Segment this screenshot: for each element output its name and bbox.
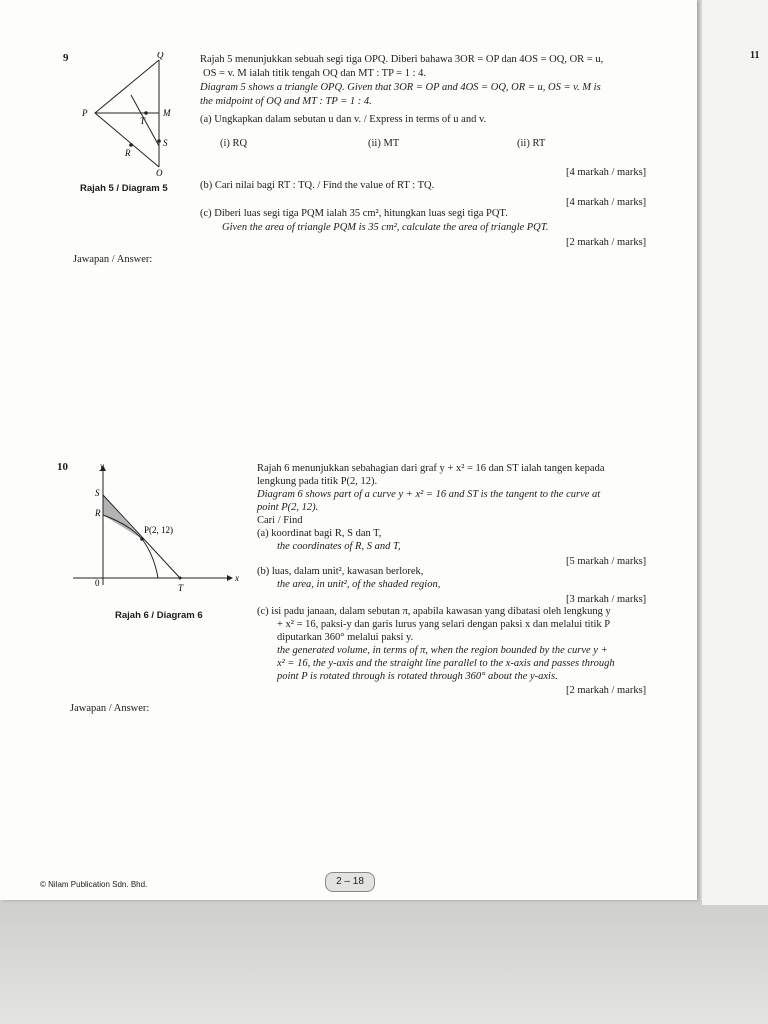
axis-x-label: x bbox=[235, 573, 239, 583]
label-M: M bbox=[163, 108, 171, 118]
diagram-5 bbox=[75, 52, 185, 180]
q9-a-marks: [4 markah / marks] bbox=[566, 167, 647, 178]
q10-part-b-en: the area, in unit², of the shaded region, bbox=[277, 579, 441, 590]
q9-intro-ms-1: Rajah 5 menunjukkan sebuah segi tiga OPQ. Diberi bahawa 3OR = OP dan 4OS = OQ, OR = u, bbox=[200, 54, 604, 65]
q9-c-marks: [2 markah / marks] bbox=[566, 237, 647, 248]
label-origin: 0 bbox=[95, 578, 100, 588]
question-9-number: 9 bbox=[63, 52, 69, 64]
q9-part-c-en: Given the area of triangle PQM is 35 cm², calculate the area of triangle PQT. bbox=[222, 222, 549, 233]
diagram-5-caption: Rajah 5 / Diagram 5 bbox=[80, 183, 168, 194]
q10-part-c-ms-3: diputarkan 360° melalui paksi y. bbox=[277, 632, 414, 643]
question-10-number: 10 bbox=[57, 461, 68, 473]
point-T bbox=[144, 111, 148, 115]
footer-publisher: © Nilam Publication Sdn. Bhd. bbox=[40, 880, 148, 889]
q9-part-b: (b) Cari nilai bagi RT : TQ. / Find the value of RT : TQ. bbox=[200, 180, 435, 191]
label-P-coord: P(2, 12) bbox=[144, 525, 173, 535]
q9-part-a-i: (i) RQ bbox=[220, 138, 248, 149]
background-desk bbox=[0, 900, 768, 1024]
q10-part-b-ms: (b) luas, dalam unit², kawasan berlorek, bbox=[257, 566, 424, 577]
q10-part-c-ms-1: (c) isi padu janaan, dalam sebutan π, apabila kawasan yang dibatasi oleh lengkung y bbox=[257, 606, 611, 617]
label-S: S bbox=[163, 138, 168, 148]
point-P bbox=[140, 537, 144, 541]
label-R: R bbox=[125, 148, 131, 158]
diagram-6-caption: Rajah 6 / Diagram 6 bbox=[115, 610, 203, 621]
q10-intro-ms-1: Rajah 6 menunjukkan sebahagian dari graf y + x² = 16 dan ST ialah tangen kepada bbox=[257, 463, 605, 474]
q9-answer-label: Jawapan / Answer: bbox=[73, 254, 153, 265]
adjacent-page-number: 11 bbox=[750, 50, 760, 61]
point-S bbox=[157, 139, 161, 143]
q9-intro-en-2: the midpoint of OQ and MT : TP = 1 : 4. bbox=[200, 96, 372, 107]
q10-find: Cari / Find bbox=[257, 515, 303, 526]
label-O: O bbox=[156, 168, 163, 178]
q10-a-marks: [5 markah / marks] bbox=[566, 556, 647, 567]
q9-part-a-iii: (ii) RT bbox=[517, 138, 546, 149]
q9-b-marks: [4 markah / marks] bbox=[566, 197, 647, 208]
q10-b-marks: [3 markah / marks] bbox=[566, 594, 647, 605]
q10-part-a-ms: (a) koordinat bagi R, S dan T, bbox=[257, 528, 382, 539]
q10-part-c-en-1: the generated volume, in terms of π, when the region bounded by the curve y + bbox=[277, 645, 608, 656]
label-T: T bbox=[140, 116, 146, 126]
q10-intro-en-2: point P(2, 12). bbox=[257, 502, 319, 513]
q9-part-c-ms: (c) Diberi luas segi tiga PQM ialah 35 cm², hitungkan luas segi tiga PQT. bbox=[200, 208, 508, 219]
q10-intro-en-1: Diagram 6 shows part of a curve y + x² = 16 and ST is the tangent to the curve at bbox=[257, 489, 601, 500]
q10-part-c-ms-2: + x² = 16, paksi-y dan garis lurus yang selari dengan paksi x dan melalui titik P bbox=[277, 619, 611, 630]
axis-y-label: y bbox=[100, 461, 104, 471]
point-T-10 bbox=[179, 577, 182, 580]
label-R-10: R bbox=[95, 508, 101, 518]
q9-intro-en-1: Diagram 5 shows a triangle OPQ. Given that 3OR = OP and 4OS = OQ, OR = u, OS = v. M is bbox=[200, 82, 601, 93]
page-number: 2 – 18 bbox=[325, 872, 375, 892]
q10-intro-ms-2: lengkung pada titik P(2, 12). bbox=[257, 476, 378, 487]
q10-part-c-en-3: point P is rotated through is rotated through 360° about the y-axis. bbox=[277, 671, 558, 682]
label-P: P bbox=[82, 108, 88, 118]
label-S-10: S bbox=[95, 488, 100, 498]
label-Q: Q bbox=[157, 52, 164, 60]
q9-part-a-ii: (ii) MT bbox=[368, 138, 400, 149]
q10-answer-label: Jawapan / Answer: bbox=[70, 703, 150, 714]
q10-part-a-en: the coordinates of R, S and T, bbox=[277, 541, 401, 552]
adjacent-page bbox=[702, 0, 768, 905]
diagram-6 bbox=[70, 460, 250, 595]
label-T-10: T bbox=[178, 583, 184, 593]
point-R bbox=[129, 143, 133, 147]
q9-intro-ms-2: OS = v. M ialah titik tengah OQ dan MT : TP = 1 : 4. bbox=[203, 68, 427, 79]
q10-part-c-en-2: x² = 16, the y-axis and the straight line parallel to the x-axis and passes through bbox=[277, 658, 615, 669]
q9-part-a: (a) Ungkapkan dalam sebutan u dan v. / Express in terms of u and v. bbox=[200, 114, 487, 125]
q10-c-marks: [2 markah / marks] bbox=[566, 685, 647, 696]
